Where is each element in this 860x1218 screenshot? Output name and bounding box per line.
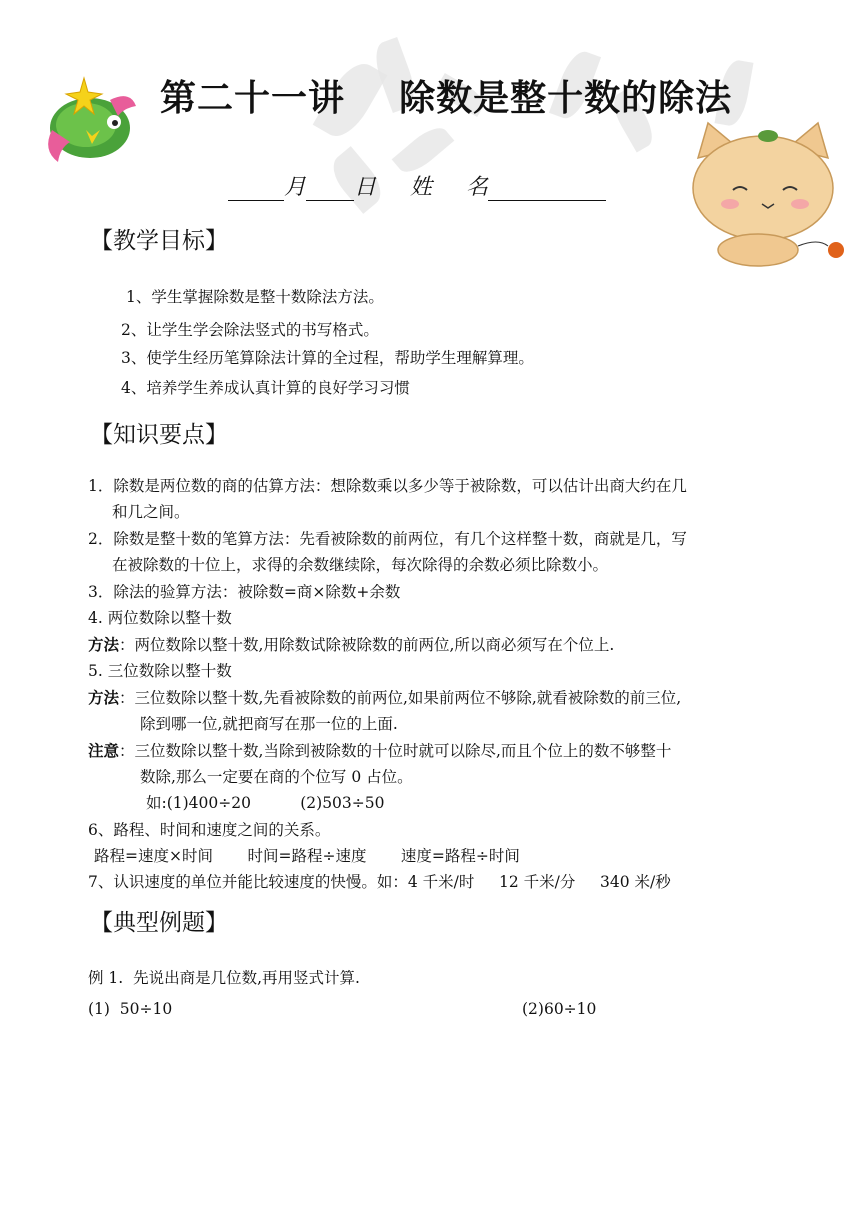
name-label-1: 姓 <box>410 175 433 200</box>
name-label-2: 名 <box>466 175 489 200</box>
method-text: ：两位数除以整十数,用除数试除被除数的前两位,所以商必须写在个位上. <box>119 636 615 654</box>
method-line-5 <box>88 686 681 708</box>
month-blank[interactable] <box>228 178 284 201</box>
method-text: ：三位数除以整十数,先看被除数的前两位,如果前两位不够除,就看被除数的前三位, <box>119 689 682 707</box>
speed-formulas: 路程=速度×时间 时间=路程÷速度 速度=路程÷时间 <box>94 847 520 865</box>
example-1-prompt: 例 1. 先说出商是几位数,再用竖式计算. <box>88 969 360 987</box>
day-blank[interactable] <box>306 178 354 201</box>
method-label: 方法 <box>88 635 120 654</box>
knowledge-point-7: 7、认识速度的单位并能比较速度的快慢。如：4 千米/时 12 千米/分 340 米/秒 <box>88 873 671 891</box>
knowledge-point-2: 2．除数是整十数的笔算方法：先看被除数的前两位，有几个这样整十数，商就是几，写 <box>88 530 687 548</box>
knowledge-point-1: 1．除数是两位数的商的估算方法：想除数乘以多少等于被除数，可以估计出商大约在几 <box>88 477 687 495</box>
page-title: 第二十一讲 除数是整十数的除法 <box>160 78 733 119</box>
knowledge-point-6: 6、路程、时间和速度之间的关系。 <box>88 821 331 839</box>
day-label: 日 <box>354 175 377 200</box>
date-name-line <box>228 170 606 201</box>
cat-mascot-icon <box>678 118 858 278</box>
section-heading-knowledge: 【知识要点】 <box>90 422 228 448</box>
knowledge-point-4: 4. 两位数除以整十数 <box>88 609 232 627</box>
name-blank[interactable] <box>488 178 606 201</box>
method-line-4 <box>88 633 614 655</box>
objective-item: 4、培养学生养成认真计算的良好学习习惯 <box>121 379 410 397</box>
knowledge-point-2-cont: 在被除数的十位上，求得的余数继续除，每次除得的余数必须比除数小。 <box>112 556 609 574</box>
example-1-question-1: (1) 50÷10 <box>88 1000 173 1018</box>
knowledge-point-3: 3．除法的验算方法：被除数=商×除数+余数 <box>88 583 401 601</box>
month-label: 月 <box>284 175 307 200</box>
section-heading-examples: 【典型例题】 <box>90 910 228 936</box>
method-label: 方法 <box>88 688 120 707</box>
note-text: ：三位数除以整十数,当除到被除数的十位时就可以除尽,而且个位上的数不够整十 <box>119 742 672 760</box>
section-heading-objectives: 【教学目标】 <box>90 228 228 254</box>
fish-mascot-icon <box>40 70 140 170</box>
objective-item: 3、使学生经历笔算除法计算的全过程，帮助学生理解算理。 <box>121 349 534 367</box>
knowledge-point-1-cont: 和几之间。 <box>112 503 190 521</box>
objective-item: 2、让学生学会除法竖式的书写格式。 <box>121 321 379 339</box>
note-line-cont: 数除,那么一定要在商的个位写 0 占位。 <box>140 768 413 786</box>
note-line <box>88 739 671 761</box>
method-line-5-cont: 除到哪一位,就把商写在那一位的上面. <box>140 715 398 733</box>
example-1-question-2: (2)60÷10 <box>522 1000 597 1018</box>
objective-item: 1、学生掌握除数是整十数除法方法。 <box>126 288 384 306</box>
knowledge-point-5: 5. 三位数除以整十数 <box>88 662 232 680</box>
note-example: 如:(1)400÷20 (2)503÷50 <box>146 794 385 812</box>
note-label: 注意 <box>88 741 120 760</box>
